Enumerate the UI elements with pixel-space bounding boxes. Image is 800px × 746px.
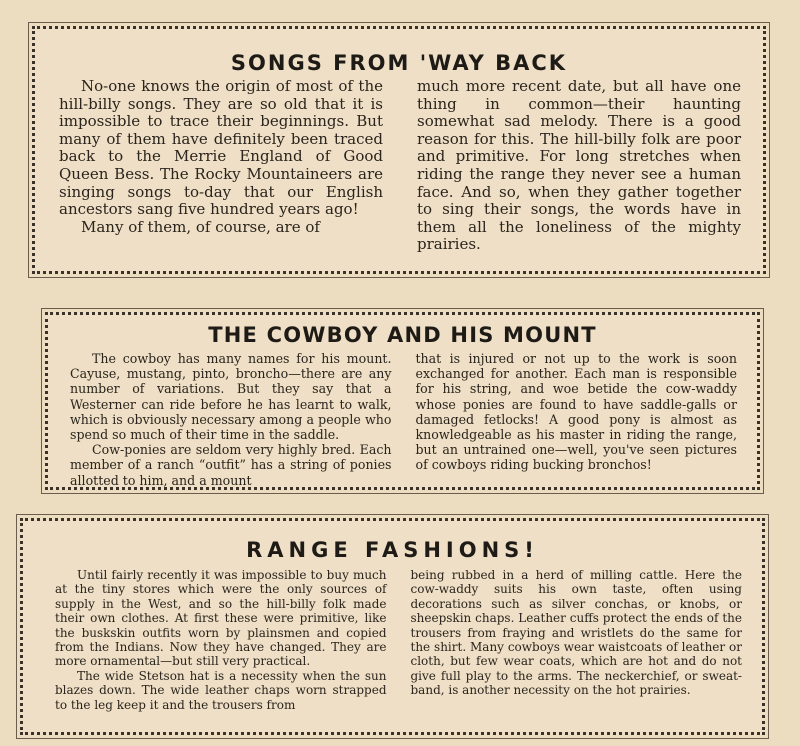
left-column — [70, 351, 392, 488]
paragraph: being rubbed in a herd of milling cattle. Here the cow-waddy suits his own taste, often using decorations such as silver conchas, or knobs, or sheepskin chaps. Leather cuffs protect the ends of the trousers from fraying and wristlets do the same for the shirt. Many cowboys wear waistcoats of leather or cloth, but few wear coats, which are hot and do not give full play to the arms. The neckerchief, or sweat-band, is another necessity on the hot prairies. — [410, 568, 742, 698]
paragraph: Until fairly recently it was impossible to buy much at the tiny stores which were the only sources of supply in the West, and so the hill-billy folk made their own clothes. At first these were primitive, like the buskskin outfits worn by plainsmen and copied from the Indians. Now they have changed. They are more ornamental—but still very practical. — [55, 568, 387, 669]
article-title: SONGS FROM 'WAY BACK — [230, 51, 568, 75]
article-columns — [55, 568, 742, 712]
article-title: RANGE FASHIONS! — [246, 538, 539, 562]
paragraph: The cowboy has many names for his mount. Cayuse, mustang, pinto, broncho—there are any number of variations. But they say that a Westerner can ride before he has learnt to walk, which is obviously necessary among a people who spend so much of their time in the saddle. — [70, 351, 392, 443]
left-column — [59, 78, 383, 254]
left-column — [55, 568, 387, 712]
paragraph: Cow-ponies are seldom very highly bred. Each member of a ranch “outfit” has a string of ponies allotted to him, and a mount — [70, 442, 392, 488]
article-cowboy-and-his-mount — [45, 312, 760, 490]
article-columns — [70, 351, 737, 488]
article-songs-from-way-back — [32, 26, 766, 274]
paragraph: that is injured or not up to the work is soon exchanged for another. Each man is responsible for his string, and woe betide the cow-waddy whose ponies are found to have saddle-galls or damaged fetlocks! A good pony is almost as knowledgeable as his master in riding the range, but an untrained one—well, you've seen pictures of cowboys riding bucking bronchos! — [415, 351, 737, 473]
article-range-fashions — [20, 518, 765, 735]
right-column — [417, 78, 741, 254]
article-columns — [59, 78, 741, 254]
paragraph: Many of them, of course, are of — [81, 217, 320, 236]
paragraph: The wide Stetson hat is a necessity when the sun blazes down. The wide leather chaps worn strapped to the leg keep it and the trousers from — [55, 668, 387, 712]
paragraph: No-one knows the origin of most of the hill-billy songs. They are so old that it is impossible to trace their beginnings. But many of them have definitely been traced back to the Merrie England of Good Queen Bess. The Rocky Mountaineers are singing songs to-day that our English ancestors sang five hundred years ago! — [59, 77, 383, 219]
article-title: THE COWBOY AND HIS MOUNT — [208, 323, 597, 347]
right-column — [411, 568, 743, 712]
right-column — [416, 351, 738, 488]
paragraph: much more recent date, but all have one thing in common—their haunting somewhat sad melody. There is a good reason for this. The hill-billy folk are poor and primitive. For long stretches when riding the range they never see a human face. And so, when they gather together to sing their songs, the words have in them all the loneliness of the mighty prairies. — [417, 77, 741, 254]
